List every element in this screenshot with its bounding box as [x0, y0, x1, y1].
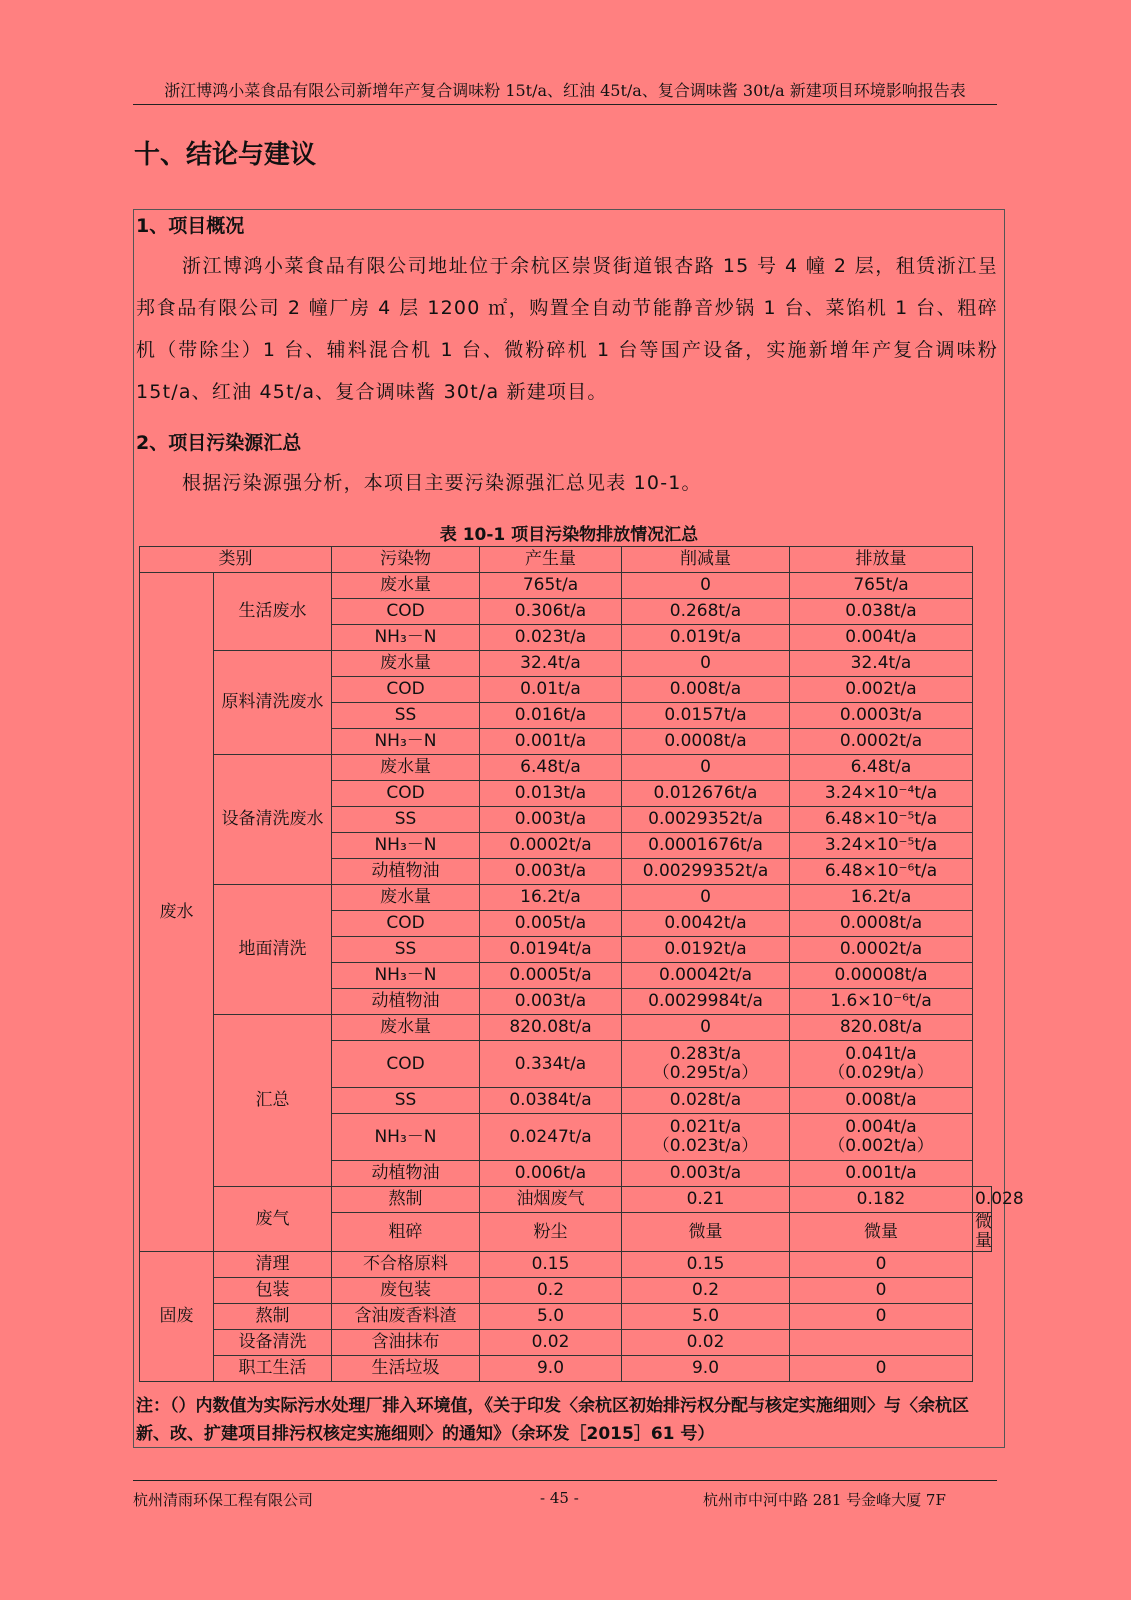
table-row — [140, 651, 992, 677]
cell: 0.003t/a — [480, 989, 622, 1015]
cell: 包装 — [214, 1278, 332, 1304]
cell: 废水量 — [332, 651, 480, 677]
group-wastewater: 废水 — [140, 573, 214, 1252]
cell: 废水量 — [332, 573, 480, 599]
cell: 含油抹布 — [332, 1330, 480, 1356]
cell: 3.24×10⁻⁵t/a — [790, 833, 973, 859]
sub-floor-wash: 地面清洗 — [214, 885, 332, 1015]
cell: 废水量 — [332, 755, 480, 781]
cell: 0.006t/a — [480, 1161, 622, 1187]
cell: NH₃－N — [332, 729, 480, 755]
cell: 6.48t/a — [480, 755, 622, 781]
cell: 16.2t/a — [790, 885, 973, 911]
table-note: 注：（）内数值为实际污水处理厂排入环境值，《关于印发〈余杭区初始排污权分配与核定实施细则〉与〈余杭区新、改、扩建项目排污权核定实施细则〉的通知》（余环发［2015］61 号） — [136, 1396, 969, 1444]
cell: 1.6×10⁻⁶t/a — [790, 989, 973, 1015]
cell: SS — [332, 937, 480, 963]
header-category: 类别 — [140, 547, 332, 573]
sub-raw-wash: 原料清洗废水 — [214, 651, 332, 755]
cell-line: （0.002t/a） — [828, 1136, 934, 1156]
cell: 0.0002t/a — [480, 833, 622, 859]
pollution-paragraph: 根据污染源强分析，本项目主要污染源强汇总见表 10-1。 — [182, 472, 702, 494]
header-generated: 产生量 — [480, 547, 622, 573]
cell: 0.028t/a — [622, 1088, 790, 1114]
cell — [790, 1330, 973, 1356]
header-pollutant: 污染物 — [332, 547, 480, 573]
cell: 0.038t/a — [790, 599, 973, 625]
group-gas: 废气 — [214, 1187, 332, 1252]
cell: 0.00299352t/a — [622, 859, 790, 885]
cell: 0.334t/a — [480, 1041, 622, 1088]
cell: 32.4t/a — [480, 651, 622, 677]
cell: 0.0247t/a — [480, 1114, 622, 1161]
table-row — [140, 885, 992, 911]
cell: COD — [332, 677, 480, 703]
cell: 0.182 — [790, 1187, 973, 1213]
cell — [790, 1041, 973, 1088]
cell: 0.001t/a — [480, 729, 622, 755]
cell: 6.48×10⁻⁵t/a — [790, 807, 973, 833]
table-row — [140, 1278, 992, 1304]
pollution-heading: 2、项目污染源汇总 — [136, 432, 302, 454]
cell: 0.0008t/a — [622, 729, 790, 755]
cell: 0.004t/a — [790, 625, 973, 651]
cell: 0.00008t/a — [790, 963, 973, 989]
cell: 0 — [622, 885, 790, 911]
cell-line: 0.021t/a — [669, 1117, 742, 1137]
cell: 微量 — [973, 1213, 992, 1252]
cell: 0.0005t/a — [480, 963, 622, 989]
cell: 0.008t/a — [622, 677, 790, 703]
cell: 0 — [790, 1356, 973, 1382]
cell-line: （0.295t/a） — [652, 1063, 759, 1083]
cell: 0.0042t/a — [622, 911, 790, 937]
footer-address: 杭州市中河中路 281 号金峰大厦 7F — [703, 1491, 946, 1509]
cell: 熬制 — [332, 1187, 480, 1213]
section-title: 十、结论与建议 — [134, 140, 317, 170]
footer-divider — [133, 1480, 997, 1481]
cell: 0.028 — [973, 1187, 992, 1213]
cell: 0.001t/a — [790, 1161, 973, 1187]
cell-line: （0.029t/a） — [828, 1063, 934, 1083]
cell: SS — [332, 1088, 480, 1114]
cell: 0.02 — [480, 1330, 622, 1356]
cell: 油烟废气 — [480, 1187, 622, 1213]
cell: 废水量 — [332, 1015, 480, 1041]
cell: 0.21 — [622, 1187, 790, 1213]
cell: 含油废香料渣 — [332, 1304, 480, 1330]
cell: COD — [332, 599, 480, 625]
table-row — [140, 573, 992, 599]
cell — [622, 1041, 790, 1088]
table-row — [140, 1304, 992, 1330]
cell: 粉尘 — [480, 1213, 622, 1252]
cell: 废水量 — [332, 885, 480, 911]
cell: 0.008t/a — [790, 1088, 973, 1114]
cell: NH₃－N — [332, 625, 480, 651]
cell: 0.2 — [480, 1278, 622, 1304]
cell: 设备清洗 — [214, 1330, 332, 1356]
cell: SS — [332, 807, 480, 833]
cell: 0.0157t/a — [622, 703, 790, 729]
cell: 职工生活 — [214, 1356, 332, 1382]
document-header: 浙江博鸿小菜食品有限公司新增年产复合调味粉 15t/a、红油 45t/a、复合调味酱 30t/a 新建项目环境影响报告表 — [164, 81, 966, 100]
header-divider — [133, 104, 997, 105]
cell: 0.016t/a — [480, 703, 622, 729]
pollutant-table — [139, 546, 1024, 1382]
cell-line: （0.023t/a） — [652, 1136, 759, 1156]
cell: 0.003t/a — [622, 1161, 790, 1187]
cell: 微量 — [790, 1213, 973, 1252]
cell: 0.15 — [480, 1252, 622, 1278]
cell-line: 0.004t/a — [845, 1117, 917, 1137]
cell: 6.48t/a — [790, 755, 973, 781]
cell: 0 — [622, 651, 790, 677]
overview-paragraph: 浙江博鸿小菜食品有限公司地址位于余杭区崇贤街道银杏路 15 号 4 幢 2 层，租赁浙江呈邦食品有限公司 2 幢厂房 4 层 1200 ㎡，购置全自动节能静音炒锅 1 台、菜馅机 1 台、粗碎机（带除尘）1 台、辅料混合机 1 台、微粉碎机 1 台等国产设备，实施新增年产复合调味粉 15t/a、红油 45t/a、复合调味酱 30t/a 新建项目。 — [136, 255, 998, 403]
cell: NH₃－N — [332, 1114, 480, 1161]
group-solid: 固废 — [140, 1252, 214, 1382]
cell: 0.023t/a — [480, 625, 622, 651]
cell: 16.2t/a — [480, 885, 622, 911]
cell: 0.0002t/a — [790, 729, 973, 755]
cell: 0.268t/a — [622, 599, 790, 625]
cell: COD — [332, 911, 480, 937]
cell: 0.0008t/a — [790, 911, 973, 937]
cell: 0.005t/a — [480, 911, 622, 937]
sub-domestic: 生活废水 — [214, 573, 332, 651]
cell — [790, 1114, 973, 1161]
footer-company: 杭州清雨环保工程有限公司 — [133, 1491, 314, 1509]
cell: 0.0029352t/a — [622, 807, 790, 833]
cell: 9.0 — [622, 1356, 790, 1382]
cell-line: 0.283t/a — [669, 1044, 742, 1064]
cell: 5.0 — [622, 1304, 790, 1330]
cell: 微量 — [622, 1213, 790, 1252]
cell: NH₃－N — [332, 963, 480, 989]
table-row — [140, 1330, 992, 1356]
table-row — [140, 1252, 992, 1278]
cell: 0 — [622, 755, 790, 781]
table-row — [140, 1015, 992, 1041]
cell: 820.08t/a — [790, 1015, 973, 1041]
overview-heading: 1、项目概况 — [136, 215, 245, 237]
cell-line: 0.041t/a — [845, 1044, 917, 1064]
cell: COD — [332, 781, 480, 807]
cell: 6.48×10⁻⁶t/a — [790, 859, 973, 885]
cell: 9.0 — [480, 1356, 622, 1382]
table-row — [140, 1356, 992, 1382]
cell: 熬制 — [214, 1304, 332, 1330]
cell: 0.0003t/a — [790, 703, 973, 729]
cell: 动植物油 — [332, 859, 480, 885]
cell: 0.306t/a — [480, 599, 622, 625]
header-reduced: 削减量 — [622, 547, 790, 573]
cell: 0.15 — [622, 1252, 790, 1278]
cell: 3.24×10⁻⁴t/a — [790, 781, 973, 807]
cell: 生活垃圾 — [332, 1356, 480, 1382]
cell: 0 — [790, 1252, 973, 1278]
cell: 0.01t/a — [480, 677, 622, 703]
cell: 动植物油 — [332, 1161, 480, 1187]
cell: 动植物油 — [332, 989, 480, 1015]
cell: 清理 — [214, 1252, 332, 1278]
cell: NH₃－N — [332, 833, 480, 859]
cell: 0.2 — [622, 1278, 790, 1304]
cell: 废包装 — [332, 1278, 480, 1304]
table-row — [140, 755, 992, 781]
cell: 0 — [790, 1278, 973, 1304]
cell: 820.08t/a — [480, 1015, 622, 1041]
cell: 不合格原料 — [332, 1252, 480, 1278]
header-emitted: 排放量 — [790, 547, 973, 573]
cell: 0.0029984t/a — [622, 989, 790, 1015]
cell: 0.0001676t/a — [622, 833, 790, 859]
cell: 765t/a — [480, 573, 622, 599]
table-caption: 表 10-1 项目污染物排放情况汇总 — [439, 525, 699, 545]
cell: 0 — [622, 573, 790, 599]
cell: 0.0192t/a — [622, 937, 790, 963]
cell: 0.003t/a — [480, 807, 622, 833]
table-row — [140, 1187, 992, 1213]
cell — [622, 1114, 790, 1161]
table-header-row — [140, 547, 992, 573]
cell: 0.012676t/a — [622, 781, 790, 807]
cell: 0 — [790, 1304, 973, 1330]
cell: COD — [332, 1041, 480, 1088]
cell: SS — [332, 703, 480, 729]
page-number: - 45 - — [540, 1489, 579, 1507]
cell: 粗碎 — [332, 1213, 480, 1252]
cell: 0.002t/a — [790, 677, 973, 703]
cell: 0 — [622, 1015, 790, 1041]
cell: 5.0 — [480, 1304, 622, 1330]
cell: 0.00042t/a — [622, 963, 790, 989]
cell: 0.019t/a — [622, 625, 790, 651]
cell: 0.0002t/a — [790, 937, 973, 963]
cell: 0.013t/a — [480, 781, 622, 807]
sub-equip-wash: 设备清洗废水 — [214, 755, 332, 885]
sub-total: 汇总 — [214, 1015, 332, 1187]
cell: 0.003t/a — [480, 859, 622, 885]
cell: 0.0384t/a — [480, 1088, 622, 1114]
cell: 0.0194t/a — [480, 937, 622, 963]
cell: 32.4t/a — [790, 651, 973, 677]
cell: 765t/a — [790, 573, 973, 599]
cell: 0.02 — [622, 1330, 790, 1356]
